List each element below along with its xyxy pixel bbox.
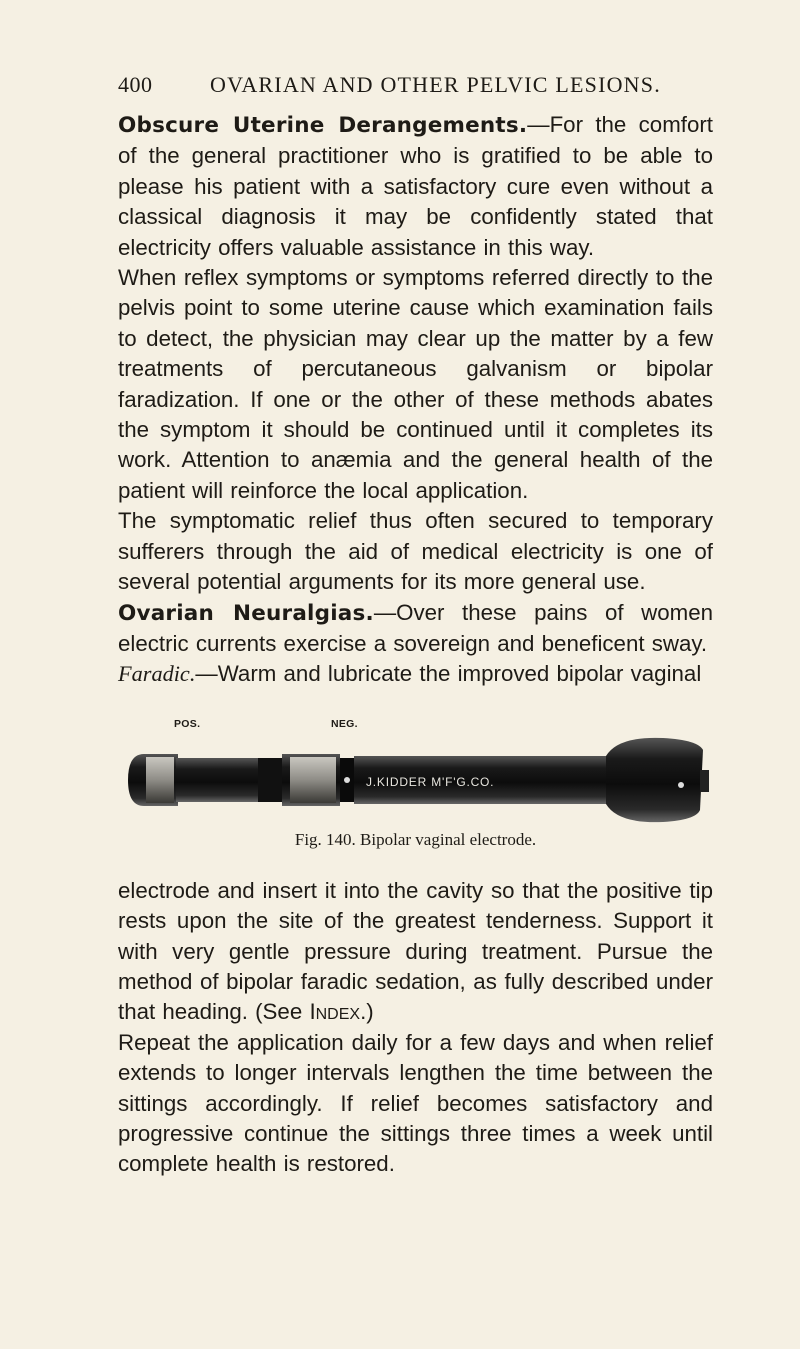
figure-caption: Fig. 140. Bipolar vaginal electrode.: [294, 829, 537, 849]
section-heading-ovarian-neuralgias: Ovarian Neuralgias.: [118, 600, 374, 626]
terminal-post: [700, 770, 709, 792]
paragraph-symptomatic-relief: [118, 506, 713, 597]
paragraph-text: —Over these pains of women electric currents exercise a sovereign and beneficent sway.: [118, 599, 714, 656]
paragraph-reflex-symptoms: [118, 263, 713, 506]
pos-label: POS.: [174, 717, 201, 730]
paragraph-text: When reflex symptoms or symptoms referred directly to the pelvis point to some uterine cause which examination fails to detect, the physician may clear up the matter by a few treatments of percutaneous galvanism or bipolar faradization. If one or the other of these methods abates the symptom it should be continued until it completes its work. Attention to anæmia and the general health of the patient will reinforce the local application.: [118, 265, 713, 503]
paragraph-text: electrode and insert it into the cavity so that the positive tip rests upon the site of the greatest tenderness. Support it with very gentle pressure during treatment. Pursue the method of bipolar faradic sedation, as fully described under that heading. (See: [118, 877, 713, 1025]
contact-dot: [344, 777, 350, 783]
book-page: [118, 72, 713, 1180]
tip-rounded: [128, 754, 178, 806]
terminal-dot: [678, 782, 684, 788]
maker-mark: J.KIDDER M'F'G.CO.: [366, 774, 495, 789]
paragraph-electrode-insert: [118, 876, 713, 1028]
handle-end-cap: [606, 738, 703, 822]
running-title: OVARIAN AND OTHER PELVIC LESIONS.: [210, 72, 661, 97]
neg-ring: [290, 757, 336, 803]
section-heading-obscure-uterine: Obscure Uterine Derangements.: [118, 113, 528, 138]
paragraph-text: Repeat the application daily for a few days and when relief extends to longer intervals lengthen the time between the sittings accordingly. If relief becomes satisfactory and progressive continue the sittings three times a week until complete health is restored.: [118, 1029, 713, 1177]
paragraph-faradic: [118, 659, 713, 689]
paragraph-text: The symptomatic relief thus often secured to temporary sufferers through the aid of medical electricity is one of several potential arguments for its more general use.: [118, 508, 713, 595]
running-header: [118, 72, 713, 98]
paragraph-ovarian-neuralgias: [118, 598, 713, 660]
paragraph-obscure-uterine: [118, 110, 713, 263]
shaft-segment: [258, 758, 282, 802]
electrode-illustration: [118, 730, 713, 830]
page-number: 400: [118, 72, 153, 97]
paragraph-text: —For the comfort of the general practitioner who is gratified to be able to please his patient with a satisfactory cure even without a classical diagnosis it may be confidently stated that electricity offers valuable assistance in this way.: [118, 112, 713, 260]
shaft-segment: [176, 758, 258, 802]
paragraph-repeat-application: [118, 1028, 713, 1180]
index-reference: Index: [309, 999, 361, 1025]
neg-label: NEG.: [331, 717, 358, 730]
paragraph-text: .): [360, 999, 374, 1025]
paragraph-text: —Warm and lubricate the improved bipolar vaginal: [195, 661, 702, 687]
faradic-subheading: Faradic.: [118, 661, 196, 687]
figure-electrode: [118, 718, 713, 828]
